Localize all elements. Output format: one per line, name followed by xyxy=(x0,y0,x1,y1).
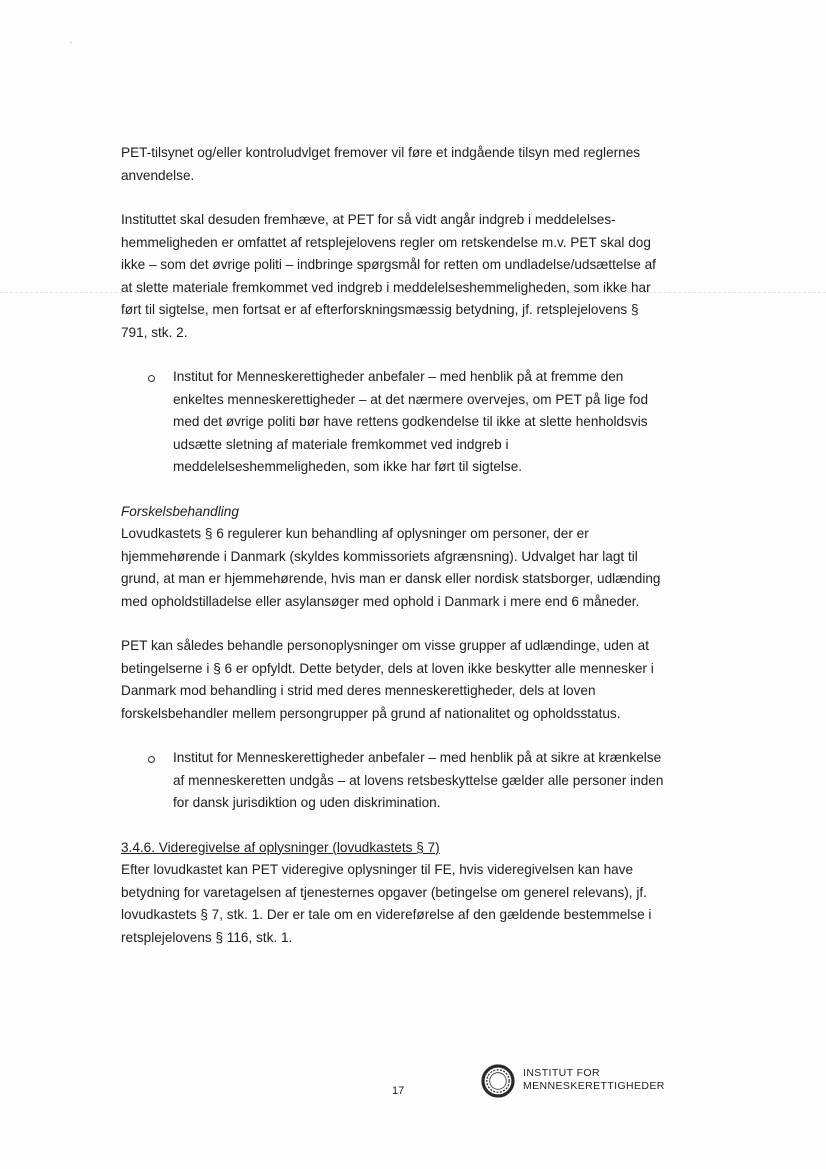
paragraph-hjemmehoerende: Lovudkastets § 6 regulerer kun behandling af oplysninger om personer, der er hjemmehørende i Danmark (skyldes kommissoriets afgrænsning). Udvalget har lagt til grund, at man er hjemmehørende, hvis man er dansk eller nordisk statsborger, udlænding med opholdstilladelse eller asylansøger med ophold i Danmark i mere end 6 måneder. xyxy=(121,526,661,609)
recommendation-text-1: Institut for Menneskerettigheder anbefaler – med henblik på at fremme den enkeltes menneskerettigheder – at det nærmere overvejes, om PET på lige fod med det øvrige politi bør have rettens godkendelse til ikke at slette henholdsvis udsætte sletning af materiale fremkommet ved indgreb i meddelelseshemmeligheden, som ikke har ført til sigtelse. xyxy=(173,369,649,474)
bullet-icon xyxy=(148,756,155,763)
page-number: 17 xyxy=(392,1085,405,1097)
recommendation-text-2: Institut for Menneskerettigheder anbefaler – med henblik på at sikre at krænkelse af menneskeretten undgås – at lovens retsbeskyttelse gælder alle personer inden for dansk jurisdiktion og uden diskrimination. xyxy=(173,750,664,810)
paragraph-udlaendinge: PET kan således behandle personoplysninger om visse grupper af udlændinge, uden at betingelserne i § 6 er opfyldt. Dette betyder, dels at loven ikke beskytter alle mennesker i Danmark mod behandling i strid med deres menneskerettigheder, dels at loven forskelsbehandler mellem persongrupper på grund af nationalitet og opholdsstatus. xyxy=(121,638,654,721)
recommendation-bullet-1 xyxy=(121,366,666,479)
logo-line-2: MENNESKERETTIGHEDER xyxy=(523,1080,665,1092)
institute-logo-text xyxy=(523,1067,665,1093)
paragraph-tilsyn: PET-tilsynet og/eller kontroludvlget fremover vil føre et indgående tilsyn med reglernes anvendelse. xyxy=(121,145,641,183)
bullet-icon xyxy=(148,375,155,382)
logo-line-1: INSTITUT FOR xyxy=(523,1067,600,1079)
scan-speck xyxy=(70,42,72,43)
paragraph-meddelelseshemmelighed: Instituttet skal desuden fremhæve, at PET for så vidt angår indgreb i meddelelses-hemmeligheden er omfattet af retsplejelovens regler om retskendelse m.v. PET skal dog ikke – som det øvrige politi – indbringe spørgsmål for retten om undladelse/udsættelse af at slette materiale fremkommet ved indgreb i meddelelseshemmeligheden, som ikke har ført til sigtelse, men fortsat er af efterforskningsmæssig betydning, jf. retsplejelovens § 791, stk. 2. xyxy=(121,212,656,340)
section-heading-videregivelse: 3.4.6. Videregivelse af oplysninger (lovudkastets § 7) xyxy=(121,839,440,855)
document-body xyxy=(121,142,666,949)
institute-ring-logo-icon xyxy=(480,1063,516,1099)
section-heading-forskelsbehandling: Forskelsbehandling xyxy=(121,503,239,519)
recommendation-bullet-2 xyxy=(121,747,666,815)
paragraph-videregivelse: Efter lovudkastet kan PET videregive oplysninger til FE, hvis videregivelsen kan have betydning for varetagelsen af tjenesternes opgaver (betingelse om generel relevans), jf. lovudkastets § 7, stk. 1. Der er tale om en videreførelse af den gældende bestemmelse i retsplejelovens § 116, stk. 1. xyxy=(121,862,652,945)
